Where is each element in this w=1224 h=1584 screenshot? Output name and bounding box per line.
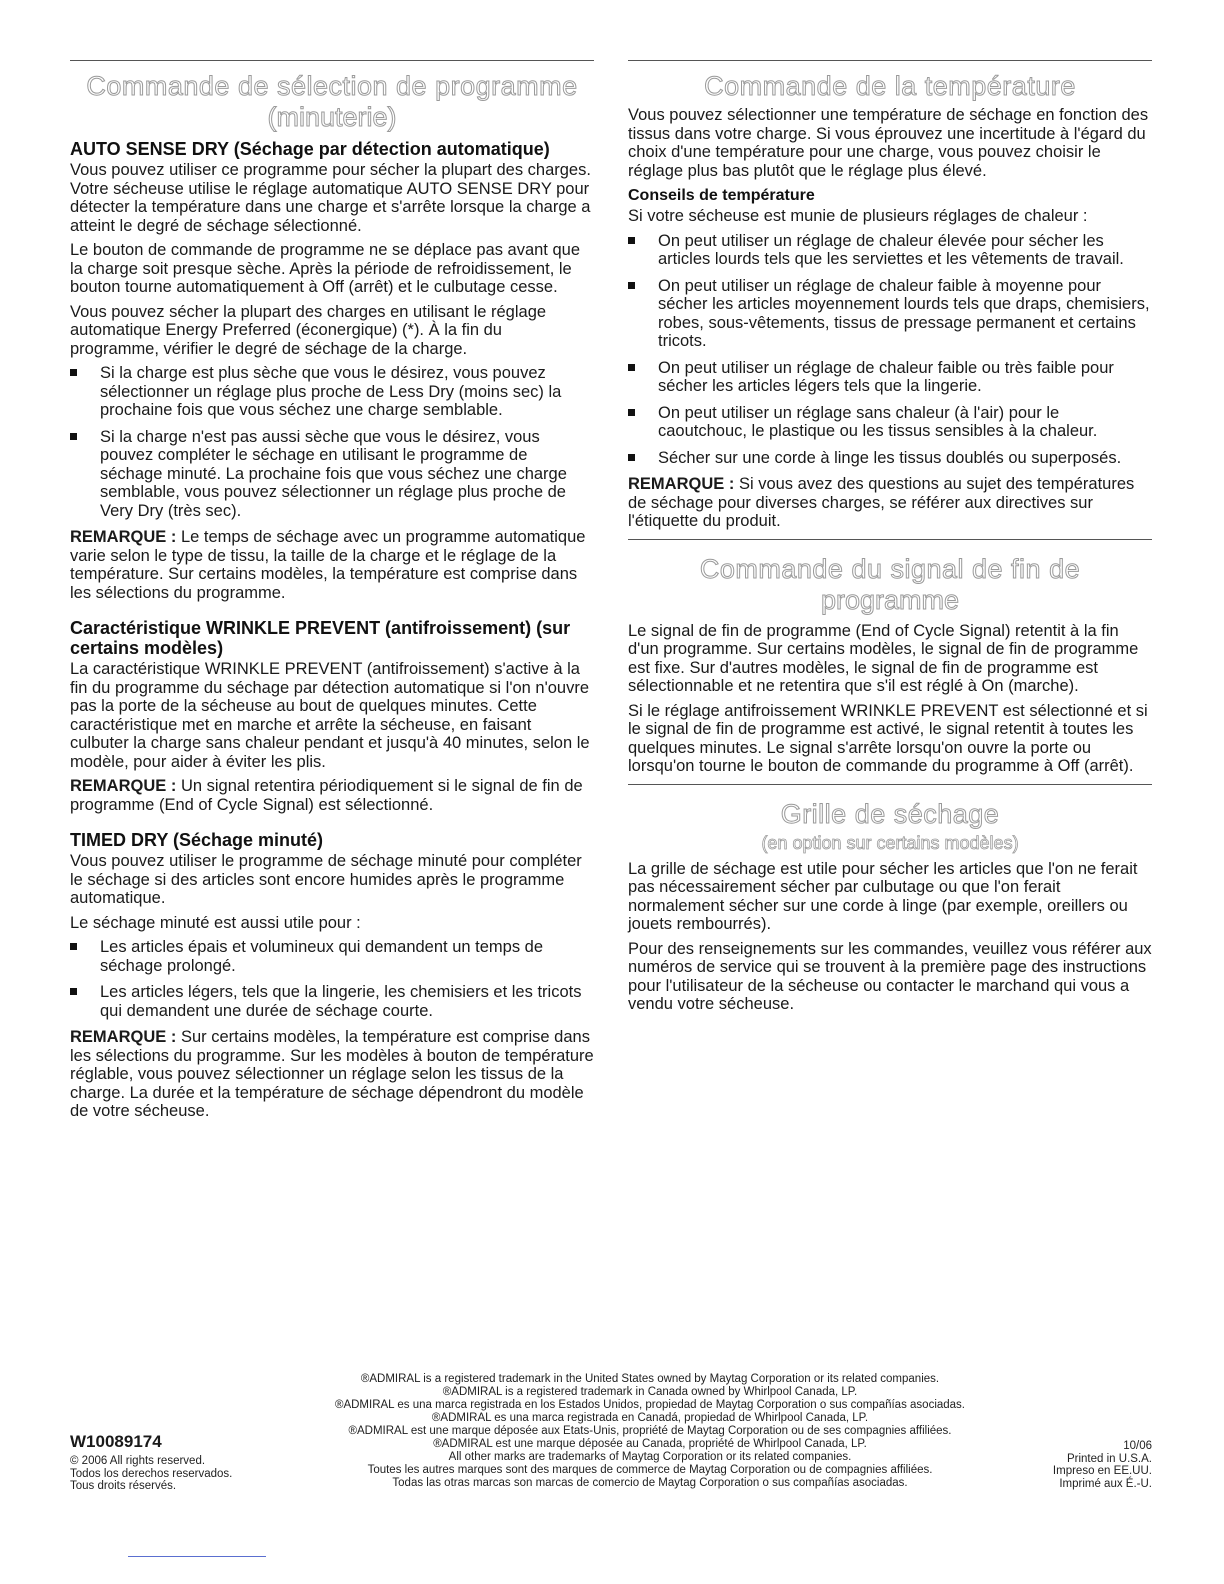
bullet-icon xyxy=(70,943,77,950)
timed-dry-heading: TIMED DRY (Séchage minuté) xyxy=(70,830,324,850)
temperature-paragraph: Vous pouvez sélectionner une température de séchage en fonction des tissus dans votre charge. Si vous éprouvez une incertitude à l'égard du choix d'une température pour une charge, vous pouvez choisir le réglage plus bas plutôt que le réglage plus élevé. xyxy=(628,106,1149,180)
section-title-temperature: Commande de la température xyxy=(704,71,1076,101)
section-subtitle-signal: programme xyxy=(820,584,960,615)
list-item: Si la charge n'est pas aussi sèche que vous le désirez, vous pouvez compléter le séchage en utilisant le programme de séchage minuté. La prochaine fois que vous séchez une charge semblable, vous pouvez sélectionner un réglage plus proche de Very Dry (très sec). xyxy=(70,428,594,521)
printed-line: Impreso en EE.UU. xyxy=(1052,1465,1152,1477)
trademark-line: Toutes les autres marques sont des marques de commerce de Maytag Corporation ou de compagnies affiliées. xyxy=(367,1464,933,1476)
temperature-tips-intro: Si votre sécheuse est munie de plusieurs réglages de chaleur : xyxy=(628,207,1088,225)
rights-line: © 2006 All rights reserved. xyxy=(70,1455,206,1467)
auto-sense-heading: AUTO SENSE DRY (Séchage par détection automatique) xyxy=(70,139,550,159)
trademark-line: ®ADMIRAL is a registered trademark in Canada owned by Whirlpool Canada, LP. xyxy=(442,1386,858,1398)
trademark-line: ®ADMIRAL is a registered trademark in the United States owned by Maytag Corporation or its related companies. xyxy=(360,1373,940,1385)
wrinkle-prevent-note: REMARQUE : Un signal retentira périodiquement si le signal de fin de programme (End of Cycle Signal) est sélectionné. xyxy=(70,777,583,814)
timed-dry-note: REMARQUE : Sur certains modèles, la température est comprise dans les sélections du programme. Sur les modèles à bouton de température réglable, vous pouvez sélectionner un réglage selon les tissus de la charge. La durée et la température de séchage dépendront du modèle de votre sécheuse. xyxy=(70,1028,594,1120)
auto-sense-paragraph-1: Vous pouvez utiliser ce programme pour sécher la plupart des charges. Votre sécheuse utilise le réglage automatique AUTO SENSE DRY pour détecter la température dans une charge et s'arrête lorsque la charge a atteint le degré de séchage sélectionné. xyxy=(70,161,591,235)
trademark-line: Todas las otras marcas son marcas de comercio de Maytag Corporation o sus compañías asociadas. xyxy=(392,1477,908,1489)
bullet-icon xyxy=(70,433,77,440)
timed-dry-list xyxy=(70,938,594,1020)
section-title-rack: Grille de séchage xyxy=(780,798,1000,829)
wrinkle-prevent-paragraph: La caractéristique WRINKLE PREVENT (antifroissement) s'active à la fin du programme du séchage par détection automatique si l'on n'ouvre pas la porte de la sécheuse au bout de quelques minutes. Cette caractéristique met en marche et arrête la sécheuse, en faisant culbuter la charge sans chaleur pendant et jusqu'à 40 minutes, selon le modèle, pour aider à éviter les plis. xyxy=(70,660,590,771)
trademark-line: ®ADMIRAL es una marca registrada en los Estados Unidos, propiedad de Maytag Corporation o sus compañías asociadas. xyxy=(334,1399,966,1411)
section-subtitle-program: (minuterie) xyxy=(267,102,397,132)
trademark-line: ®ADMIRAL est une marque déposée aux Etats-Unis, propriété de Maytag Corporation ou de ses compagnies affiliées. xyxy=(348,1425,952,1437)
rights-line: Todos los derechos reservados. xyxy=(70,1467,233,1480)
temperature-tips-heading: Conseils de température xyxy=(628,187,815,204)
right-column xyxy=(628,60,1152,1020)
printed-line: Imprimé aux É.-U. xyxy=(1059,1477,1152,1490)
list-item: Si la charge est plus sèche que vous le désirez, vous pouvez sélectionner un réglage plus proche de Less Dry (moins sec) la prochaine fois que vous séchez une charge semblable. xyxy=(70,364,594,420)
auto-sense-paragraph-2: Le bouton de commande de programme ne se déplace pas avant que la charge soit presque sèche. Après la période de refroidissement, le bouton tourne automatiquement à Off (arrêt) et le culbutage cesse. xyxy=(70,241,581,296)
section-rule xyxy=(628,784,1152,785)
section-subtitle-rack: (en option sur certains modèles) xyxy=(761,832,1019,853)
signal-paragraph-2: Si le réglage antifroissement WRINKLE PREVENT est sélectionné et si le signal de fin de programme est activé, le signal retentit à toutes les quelques minutes. Le signal s'arrête lorsqu'on ouvre la porte ou lorsqu'on tourne le bouton de commande du programme à Off (arrêt). xyxy=(628,701,1148,775)
section-rule xyxy=(70,60,594,61)
auto-sense-note: REMARQUE : Le temps de séchage avec un programme automatique varie selon le type de tissu, la taille de la charge et le réglage de la température. Sur certains modèles, la température est comprise dans les sélections du programme. xyxy=(70,528,586,602)
rack-paragraph-1: La grille de séchage est utile pour sécher les articles que l'on ne ferait pas nécessairement sécher par culbutage ou que l'on ferait normalement sécher sur une corde à linge (par exemple, oreillers ou jouets rembourrés). xyxy=(628,859,1138,933)
list-item: Sécher sur une corde à linge les tissus doublés ou superposés. xyxy=(628,449,1152,468)
trademark-notices xyxy=(260,1373,1040,1490)
trademark-line: ®ADMIRAL es una marca registrada en Canadá, propiedad de Whirlpool Canada, LP. xyxy=(431,1412,869,1424)
section-rule xyxy=(628,60,1152,61)
trademark-line: ®ADMIRAL est une marque déposée au Canada, propriété de Whirlpool Canada, LP. xyxy=(433,1438,867,1450)
footer-right xyxy=(992,1440,1152,1490)
rights-line: Tous droits réservés. xyxy=(70,1480,177,1492)
bottom-rule xyxy=(128,1556,266,1557)
timed-dry-paragraph-1: Vous pouvez utiliser le programme de séchage minuté pour compléter le séchage si des articles sont encore humides après le programme automatique. xyxy=(70,852,582,907)
section-title-program: Commande de sélection de programme xyxy=(86,71,578,101)
wrinkle-prevent-heading: Caractéristique WRINKLE PREVENT (antifroissement) (sur certains modèles) xyxy=(70,618,571,658)
list-item: On peut utiliser un réglage de chaleur faible à moyenne pour sécher les articles moyennement lourds tels que draps, chemisiers, robes, sous-vêtements, tissus de pressage permanent et certains tricots. xyxy=(628,277,1152,351)
bullet-icon xyxy=(70,988,77,995)
list-item: On peut utiliser un réglage de chaleur faible ou très faible pour sécher les articles légers tels que la lingerie. xyxy=(628,359,1152,396)
signal-paragraph-1: Le signal de fin de programme (End of Cycle Signal) retentit à la fin d'un programme. Sur certains modèles, le signal de fin de programme est fixe. Sur d'autres modèles, le signal de fin de programme est sélectionnable et ne retentira que s'il est réglé à On (marche). xyxy=(628,621,1139,695)
section-title-signal: Commande du signal de fin de xyxy=(699,553,1081,584)
trademark-line: All other marks are trademarks of Maytag Corporation or its related companies. xyxy=(448,1451,852,1463)
part-number: W10089174 xyxy=(70,1432,162,1451)
printed-line: Printed in U.S.A. xyxy=(1066,1452,1152,1465)
list-item: On peut utiliser un réglage sans chaleur (à l'air) pour le caoutchouc, le plastique ou les tissus sensibles à la chaleur. xyxy=(628,404,1152,441)
print-date: 10/06 xyxy=(1123,1440,1152,1452)
left-column xyxy=(70,60,594,1127)
temperature-tips-list xyxy=(628,232,1152,468)
section-rule xyxy=(628,539,1152,540)
temperature-note: REMARQUE : Si vous avez des questions au sujet des températures de séchage pour diverses charges, se référer aux directives sur l'étiquette du produit. xyxy=(628,475,1135,530)
auto-sense-list xyxy=(70,364,594,520)
rack-paragraph-2: Pour des renseignements sur les commandes, veuillez vous référer aux numéros de service qui se trouvent à la première page des instructions pour l'utilisateur de la sécheuse ou contacter le marchand qui vous a vendu votre sécheuse. xyxy=(628,939,1152,1013)
bullet-icon xyxy=(70,369,77,376)
bullet-icon xyxy=(628,409,635,416)
footer-left xyxy=(70,1432,300,1493)
list-item: On peut utiliser un réglage de chaleur élevée pour sécher les articles lourds tels que les serviettes et les vêtements de travail. xyxy=(628,232,1152,269)
auto-sense-paragraph-3: Vous pouvez sécher la plupart des charges en utilisant le réglage automatique Energy Preferred (éconergique) (*). À la fin du programme, vérifier le degré de séchage de la charge. xyxy=(70,302,547,358)
list-item: Les articles épais et volumineux qui demandent un temps de séchage prolongé. xyxy=(70,938,594,975)
bullet-icon xyxy=(628,364,635,371)
bullet-icon xyxy=(628,237,635,244)
timed-dry-paragraph-2: Le séchage minuté est aussi utile pour : xyxy=(70,913,361,932)
bullet-icon xyxy=(628,454,635,461)
list-item: Les articles légers, tels que la lingerie, les chemisiers et les tricots qui demandent une durée de séchage courte. xyxy=(70,983,594,1020)
bullet-icon xyxy=(628,282,635,289)
